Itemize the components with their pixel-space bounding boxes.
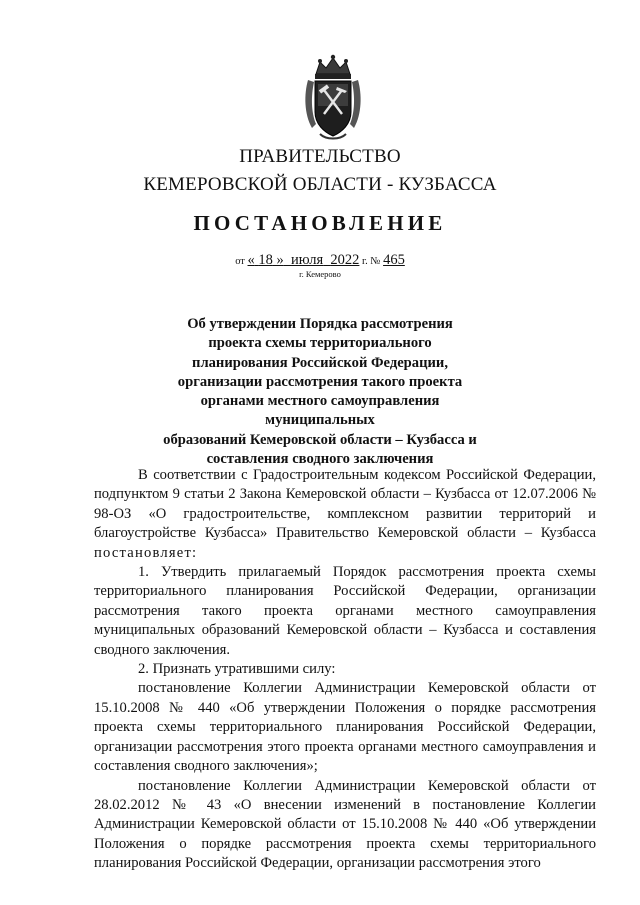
- document-body: [94, 466, 596, 874]
- subject-line: проекта схемы территориального: [208, 335, 432, 352]
- date-year-suffix: г.: [362, 256, 368, 267]
- date-from-label: от: [235, 256, 245, 267]
- subject-line: органами местного самоуправления муниципальных: [200, 393, 440, 429]
- subject-line: планирования Российской Федерации,: [192, 354, 448, 371]
- item-2a-paragraph: постановление Коллегии Администрации Кемеровской области от 15.10.2008 № 440 «Об утверждении Положения о порядке рассмотрения проекта схемы территориального планирования Российской Федерации, организации рассмотрения этого проекта органами местного самоуправления и составления сводного заключения»;: [94, 680, 596, 775]
- date-number-line: [0, 252, 640, 269]
- quote-close: »: [276, 252, 284, 268]
- subject-line: организации рассмотрения такого проекта: [177, 373, 463, 390]
- subject-line: составления сводного заключения: [206, 451, 434, 468]
- org-name-line2: КЕМЕРОВСКОЙ ОБЛАСТИ - КУЗБАССА: [143, 174, 497, 195]
- kuzbass-coat-of-arms-icon: [302, 54, 364, 142]
- date-day-block: [248, 252, 360, 268]
- city-label: г. Кемерово: [299, 269, 341, 279]
- date-year: 2022: [330, 252, 360, 268]
- preamble-text: В соответствии с Градостроительным кодексом Российской Федерации, подпунктом 9 статьи 2 Закона Кемеровской области – Кузбасса от 12.07.2006 № 98-ОЗ «О градостроительстве, комплексном развитии территорий и благоустройстве Кузбасса» Правительство Кемеровской области – Кузбасса: [94, 467, 596, 542]
- item-2b-paragraph: постановление Коллегии Администрации Кемеровской области от 28.02.2012 № 43 «О внесении изменений в постановление Коллегии Администрации Кемеровской области от 15.10.2008 № 440 «Об утверждении Положения о порядке рассмотрения проекта схемы территориального планирования Российской Федерации, организации рассмотрения этого: [94, 777, 596, 872]
- org-name-line1: ПРАВИТЕЛЬСТВО: [239, 146, 401, 167]
- quote-open: «: [247, 252, 255, 268]
- date-month: июля: [291, 252, 324, 268]
- document-number: 465: [383, 252, 405, 268]
- number-label: №: [370, 256, 381, 267]
- preamble-verb: постановляет:: [94, 544, 198, 561]
- preamble-paragraph: [94, 466, 596, 563]
- subject-line: образований Кемеровской области – Кузбасса и: [163, 431, 477, 448]
- item-2-paragraph: 2. Признать утратившими силу:: [138, 661, 336, 678]
- document-subject: [152, 315, 488, 469]
- date-day: 18: [258, 252, 273, 268]
- subject-line: Об утверждении Порядка рассмотрения: [187, 316, 453, 332]
- item-1-paragraph: 1. Утвердить прилагаемый Порядок рассмотрения проекта схемы территориального планирования Российской Федерации, организации рассмотрения такого проекта органами местного самоуправления муниципальных образований Кемеровской области – Кузбасса и составления сводного заключения.: [94, 564, 596, 658]
- document-type-title: ПОСТАНОВЛЕНИЕ: [193, 211, 447, 235]
